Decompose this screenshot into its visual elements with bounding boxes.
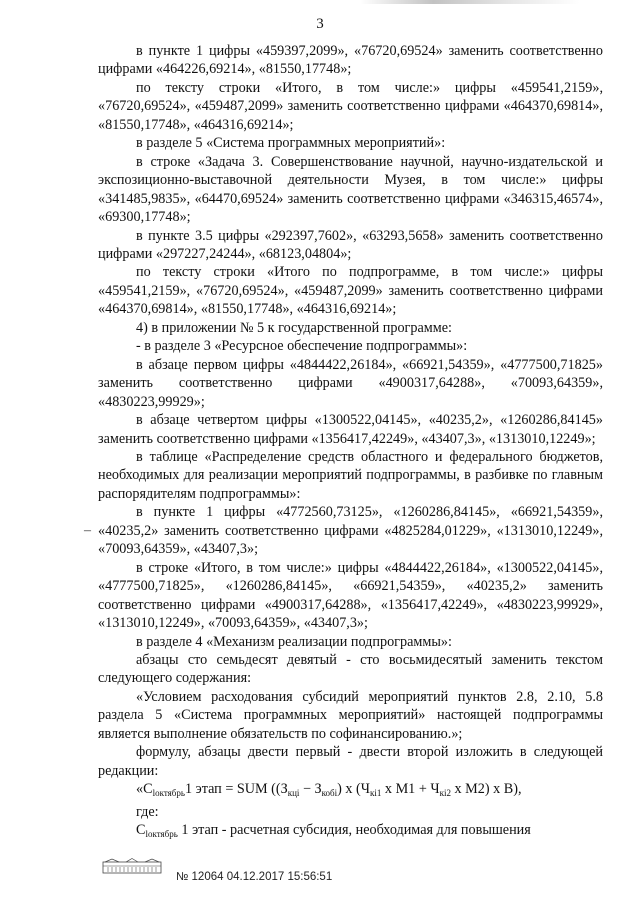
scan-smudge — [360, 0, 580, 4]
paragraph: в пункте 1 цифры «4772560,73125», «1260286,84145», «66921,54359», «40235,2» заменить соответственно цифрами «4825284,01229», «1313010,12249», «70093,64359», «43407,3»; — [98, 504, 603, 558]
paragraph: абзацы сто семьдесят девятый - сто восьмидесятый заменить текстом следующего содержания: — [98, 651, 603, 687]
page-number: 3 — [316, 16, 324, 32]
paragraph: в таблице «Распределение средств областного и федерального бюджетов, необходимых для реализации мероприятий подпрограммы, в разбивке по главным распорядителям подпрограммы»: — [98, 448, 603, 502]
definition-line: $C_{loктябрь}$ 1 этап - расчетная субсидия, необходимая для повышения — [136, 822, 531, 840]
document-body — [98, 42, 603, 843]
paragraph: формулу, абзацы двести первый - двести второй изложить в следующей редакции: — [98, 744, 603, 779]
formula: «$C_{loктябрь}1$ этап = SUM ($(З_{кці} - З_{кобі})$ x ($Ч_{кі1}$ x $M1 + Ч_{кі2}$ x M2) x B), — [136, 781, 522, 799]
where-label: где: — [136, 803, 159, 820]
margin-mark: – — [84, 523, 91, 538]
paragraph: - в разделе 3 «Ресурсное обеспечение подпрограммы»: — [136, 338, 468, 355]
paragraph: в абзаце четвертом цифры «1300522,04145», «40235,2», «1260286,84145» заменить соответственно цифрами «1356417,42249», «43407,3», «1313010,12249»; — [98, 412, 603, 447]
paragraph: в строке «Задача 3. Совершенствование научной, научно-издательской и экспозиционно-выставочной деятельности Музея, в том числе:» цифры «341485,9835», «64470,69524» заменить соответственно цифрами «346315,46574», «69300,17748»; — [98, 153, 603, 226]
paragraph: 4) в приложении № 5 к государственной программе: — [136, 319, 452, 336]
paragraph: «Условием расходования субсидий мероприятий пунктов 2.8, 2.10, 5.8 раздела 5 «Система программных мероприятий» настоящей подпрограммы является выполнение обязательств по софинансированию.»; — [98, 688, 603, 742]
paragraph: в пункте 1 цифры «459397,2099», «76720,69524» заменить соответственно цифрами «464226,69214», «81550,17748»; — [98, 43, 603, 78]
registration-footer: № 12064 04.12.2017 15:56:51 — [176, 871, 333, 883]
paragraph: по тексту строки «Итого, в том числе:» цифры «459541,2159», «76720,69524», «459487,2099» заменить соответственно цифрами «464370,69814», «81550,17748», «464316,69214»; — [98, 79, 603, 133]
paragraph: в строке «Итого, в том числе:» цифры «4844422,26184», «1300522,04145», «4777500,71825», «1260286,84145», «66921,54359», «40235,2» заменить соответственно цифрами «4900317,64288», «1356417,42249», «4830223,99929», «1313010,12249», «70093,64359», «43407,3»; — [98, 559, 603, 632]
paragraph: в разделе 4 «Механизм реализации подпрограммы»: — [136, 633, 452, 650]
paragraph: в абзаце первом цифры «4844422,26184», «66921,54359», «4777500,71825» заменить соответственно цифрами «4900317,64288», «70093,64359», «4830223,99929»; — [98, 356, 603, 410]
building-stamp-icon — [102, 858, 162, 874]
paragraph: в разделе 5 «Система программных мероприятий»: — [136, 135, 446, 152]
paragraph: по тексту строки «Итого по подпрограмме, в том числе:» цифры «459541,2159», «76720,69524», «459487,2099» заменить соответственно цифрами «464370,69814», «81550,17748», «464316,69214»; — [98, 264, 603, 318]
paragraph: в пункте 3.5 цифры «292397,7602», «63293,5658» заменить соответственно цифрами «297227,24244», «68123,04804»; — [98, 227, 603, 262]
